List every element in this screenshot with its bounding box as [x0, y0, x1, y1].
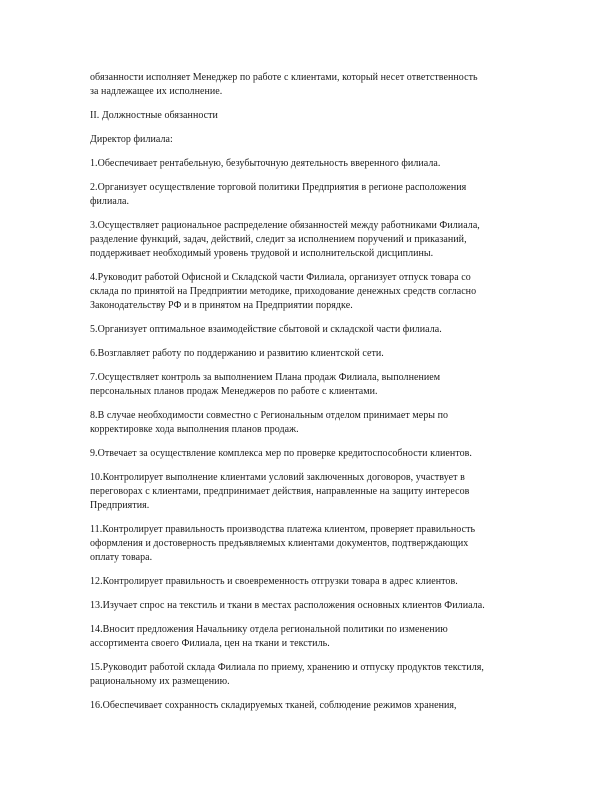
- text-line: оплату товара.: [90, 552, 153, 563]
- subheading: Директор филиала:: [90, 134, 173, 145]
- text-line: ассортимента своего Филиала, цен на ткани и текстиль.: [90, 638, 330, 649]
- text-line: 9.Отвечает за осуществление комплекса мер по проверке кредитоспособности клиентов.: [90, 448, 472, 459]
- text-line: Предприятия.: [90, 500, 150, 511]
- text-line: 13.Изучает спрос на текстиль и ткани в местах расположения основных клиентов Филиала.: [90, 600, 485, 611]
- duty-item: [90, 599, 530, 613]
- text-line: 7.Осуществляет контроль за выполнением Плана продаж Филиала, выполнением: [90, 372, 441, 383]
- duty-item: [90, 699, 530, 713]
- text-line: 8.В случае необходимости совместно с Региональным отделом принимает меры по: [90, 410, 449, 421]
- duty-item: [90, 371, 530, 399]
- text-line: 15.Руководит работой склада Филиала по приему, хранению и отпуску продуктов текстиля,: [90, 662, 484, 673]
- text-line: 3.Осуществляет рациональное распределение обязанностей между работниками Филиала,: [90, 220, 480, 231]
- text-line: Законодательству РФ и в принятом на Предприятии порядке.: [90, 300, 353, 311]
- text-line: филиала.: [90, 196, 130, 207]
- duty-item: [90, 409, 530, 437]
- text-line: поддерживает необходимый уровень трудовой и исполнительской дисциплины.: [90, 248, 434, 259]
- text-line: рациональному их размещению.: [90, 676, 230, 687]
- intro-paragraph: [90, 71, 530, 99]
- text-line: 2.Организует осуществление торговой политики Предприятия в регионе расположения: [90, 182, 467, 193]
- duty-item: [90, 181, 530, 209]
- text-line: переговорах с клиентами, предпринимает действия, направленные на защиту интересов: [90, 486, 470, 497]
- text-line: персональных планов продаж Менеджеров по работе с клиентами.: [90, 386, 378, 397]
- text-line: склада по принятой на Предприятии методике, приходование денежных средств согласно: [90, 286, 477, 297]
- text-line: 10.Контролирует выполнение клиентами условий заключенных договоров, участвует в: [90, 472, 465, 483]
- duty-item: [90, 523, 530, 565]
- duty-item: [90, 271, 530, 313]
- text-line: 14.Вносит предложения Начальнику отдела региональной политики по изменению: [90, 624, 448, 635]
- text-line: 6.Возглавляет работу по поддержанию и развитию клиентской сети.: [90, 348, 384, 359]
- duty-item: [90, 323, 530, 337]
- text-line: оформления и достоверность предъявляемых клиентами документов, подтверждающих: [90, 538, 469, 549]
- duty-item: [90, 447, 530, 461]
- duties-list: [90, 157, 530, 713]
- duty-item: [90, 575, 530, 589]
- duty-item: [90, 347, 530, 361]
- duty-item: [90, 661, 530, 689]
- section-heading: II. Должностные обязанности: [90, 110, 218, 121]
- text-line: 5.Организует оптимальное взаимодействие сбытовой и складской части филиала.: [90, 324, 442, 335]
- text-line: 12.Контролирует правильность и своевременность отгрузки товара в адрес клиентов.: [90, 576, 458, 587]
- text-line: за надлежащее их исполнение.: [90, 86, 223, 97]
- text-line: обязанности исполняет Менеджер по работе с клиентами, который несет ответственность: [90, 72, 478, 83]
- duty-item: [90, 219, 530, 261]
- text-line: разделение функций, задач, действий, следит за исполнением поручений и приказаний,: [90, 234, 467, 245]
- text-line: 1.Обеспечивает рентабельную, безубыточную деятельность вверенного филиала.: [90, 158, 441, 169]
- document-body: [90, 71, 530, 723]
- text-line: корректировке хода выполнения планов продаж.: [90, 424, 299, 435]
- duty-item: [90, 623, 530, 651]
- text-line: 16.Обеспечивает сохранность складируемых тканей, соблюдение режимов хранения,: [90, 700, 457, 711]
- text-line: 11.Контролирует правильность производства платежа клиентом, проверяет правильность: [90, 524, 476, 535]
- text-line: 4.Руководит работой Офисной и Складской части Филиала, организует отпуск товара со: [90, 272, 471, 283]
- duty-item: [90, 471, 530, 513]
- duty-item: [90, 157, 530, 171]
